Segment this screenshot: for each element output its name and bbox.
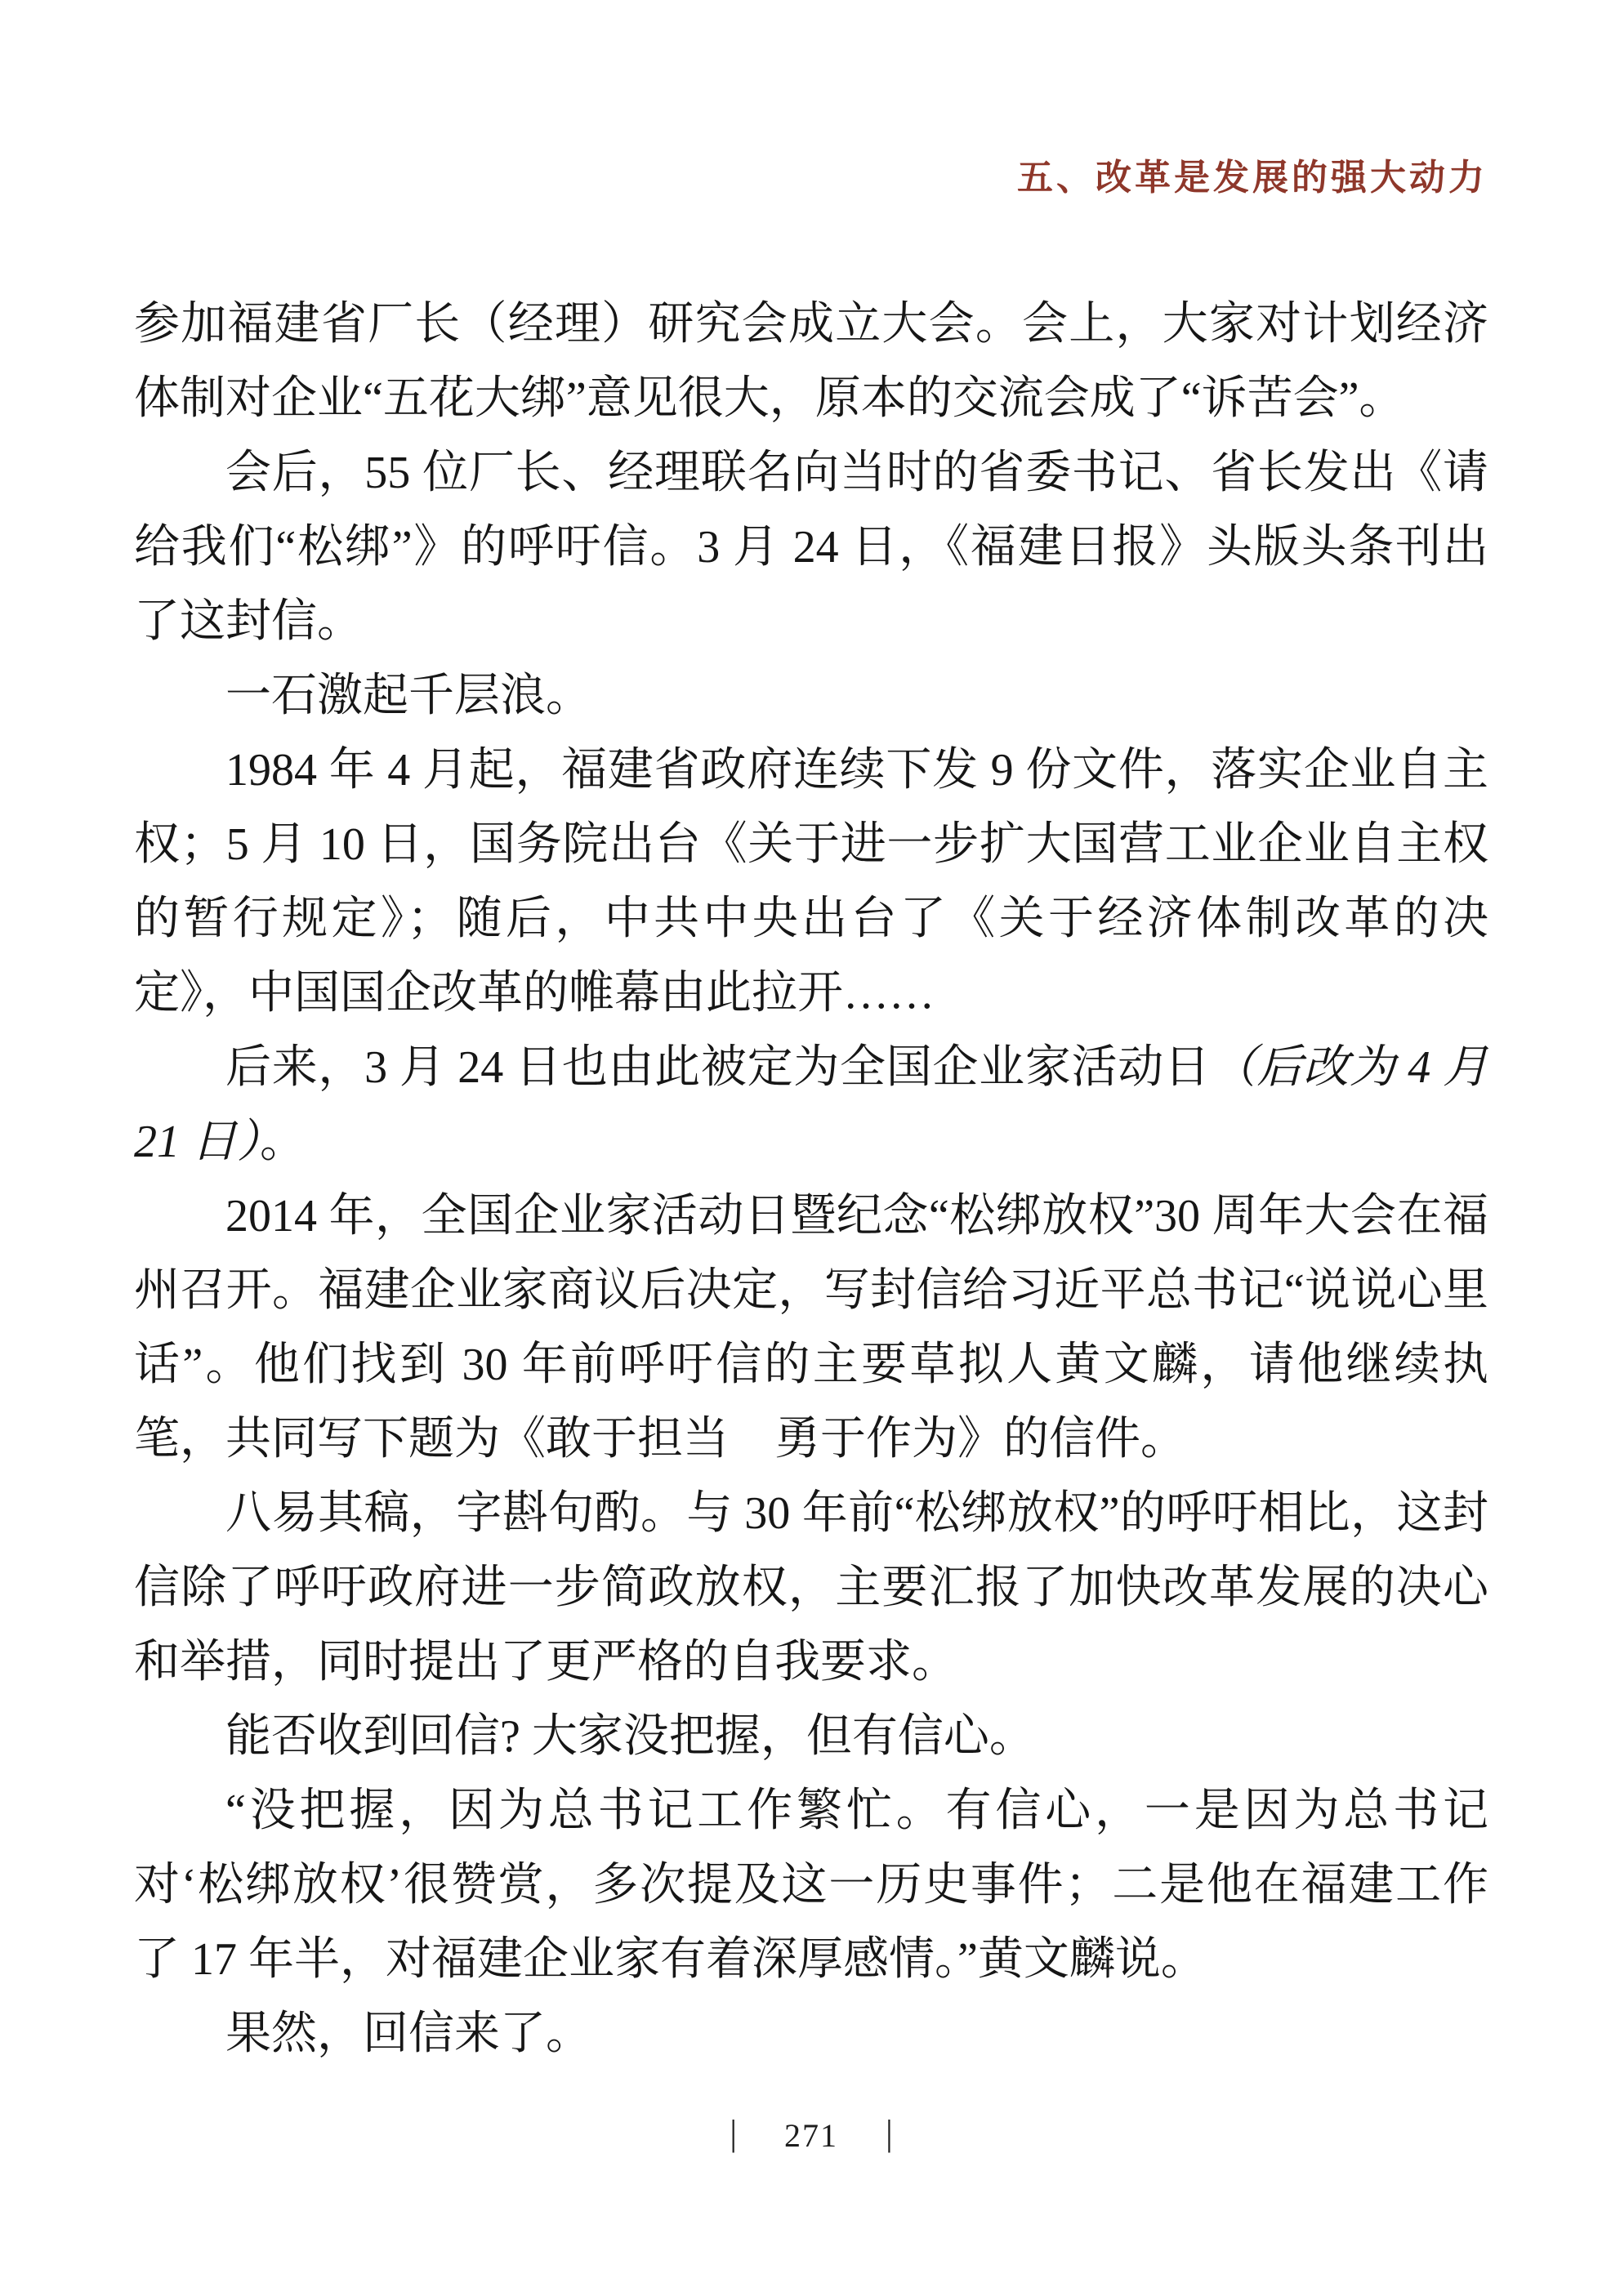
paragraph: [134, 436, 1488, 659]
paragraph: [134, 1700, 1488, 1774]
paragraph-text: “没把握，因为总书记工作繁忙。有信心，一是因为总书记对‘松绑放权’很赞赏，多次提及这一历史事件；二是他在福建工作了 17 年半，对福建企业家有着深厚感情。”黄文麟说。: [134, 1786, 1488, 1985]
paragraph-text: 2014 年，全国企业家活动日暨纪念“松绑放权”30 周年大会在福州召开。福建企业家商议后决定，写封信给习近平总书记“说说心里话”。他们找到 30 年前呼吁信的主要草拟人黄文麟，请他继续执笔，共同写下题为《敢于担当 勇于作为》的信件。: [134, 1191, 1488, 1465]
paragraph-text: 1984 年 4 月起，福建省政府连续下发 9 份文件，落实企业自主权；5 月 10 日，国务院出台《关于进一步扩大国营工业企业自主权的暂行规定》；随后，中共中央出台了《关于经济体制改革的决定》，中国国企改革的帷幕由此拉开……: [134, 745, 1488, 1019]
paragraph: [134, 1031, 1488, 1179]
chapter-header: 五、改革是发展的强大动力: [1017, 158, 1488, 198]
paragraph: [134, 1997, 1488, 2071]
page-footer: [134, 2114, 1488, 2156]
paragraph: [134, 733, 1488, 1031]
paragraph: [134, 1179, 1488, 1477]
paragraph-text-kai: （后改为 4 月 21 日）: [134, 1042, 1489, 1167]
paragraph: [134, 659, 1488, 733]
paragraph-text: 后来，3 月 24 日也由此被定为全国企业家活动日: [225, 1042, 1211, 1093]
paragraph-text: 会后，55 位厂长、经理联名向当时的省委书记、省长发出《请给我们“松绑”》的呼吁信。3 月 24 日，《福建日报》头版头条刊出了这封信。: [134, 448, 1488, 647]
page-number: 271: [784, 2117, 838, 2154]
paragraph-text: 一石激起千层浪。: [225, 671, 591, 721]
paragraph: [134, 1774, 1488, 1997]
paragraph: [134, 288, 1488, 436]
page-number-bar-left: |: [730, 2113, 737, 2153]
body-text: [134, 288, 1488, 2071]
paragraph-text: 参加福建省厂长（经理）研究会成立大会。会上，大家对计划经济体制对企业“五花大绑”意见很大，原本的交流会成了“诉苦会”。: [134, 299, 1488, 424]
paragraph-text: 能否收到回信? 大家没把握，但有信心。: [225, 1711, 1035, 1762]
paragraph-text: 八易其稿，字斟句酌。与 30 年前“松绑放权”的呼吁相比，这封信除了呼吁政府进一步简政放权，主要汇报了加快改革发展的决心和举措，同时提出了更严格的自我要求。: [134, 1488, 1488, 1687]
paragraph: [134, 1477, 1488, 1700]
paragraph-text: 果然，回信来了。: [225, 2008, 591, 2059]
paragraph-text: 。: [260, 1117, 306, 1167]
page-number-bar-right: |: [886, 2113, 893, 2153]
